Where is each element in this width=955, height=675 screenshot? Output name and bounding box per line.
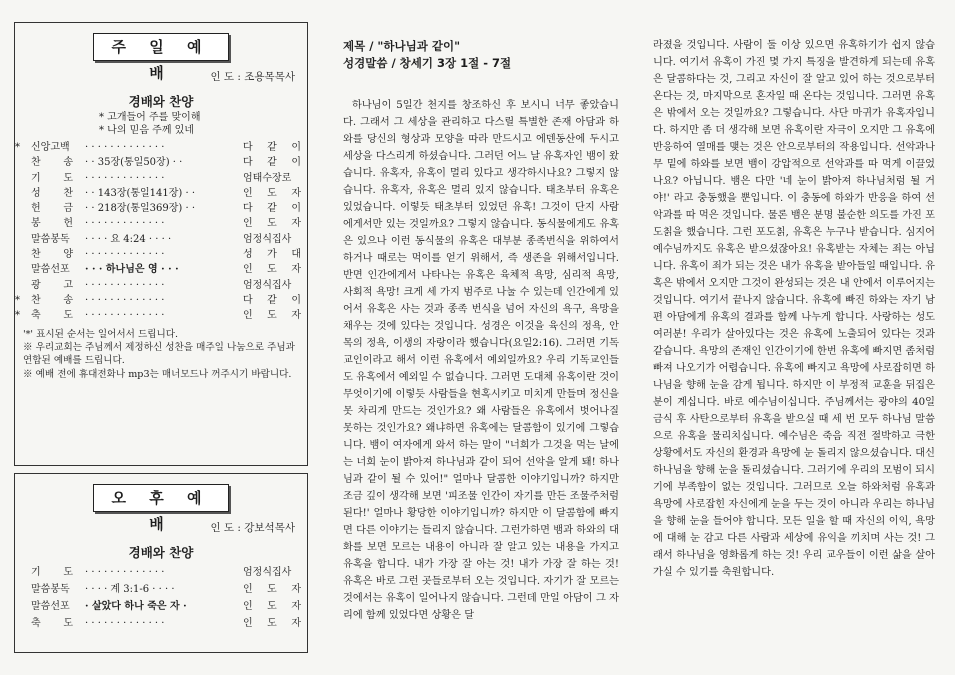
afternoon-order-list xyxy=(15,564,307,632)
order-content: · · · · · · · · · · · · · xyxy=(85,618,165,629)
order-content: · · · · · · · · · · · · · xyxy=(85,249,165,261)
note-standing: '*' 표시된 순서는 일어서서 드립니다. xyxy=(23,328,179,340)
order-label: 찬 양 xyxy=(31,249,73,261)
order-row xyxy=(15,293,307,308)
sunday-order-list xyxy=(15,140,307,324)
order-row xyxy=(15,171,307,186)
order-person: 엄태수장로 xyxy=(243,172,292,184)
order-person: 인 도 자 xyxy=(243,218,301,230)
order-label: 말씀선포 xyxy=(31,264,70,276)
order-content: · · · · · · · · · · · · · xyxy=(85,567,165,578)
order-row xyxy=(15,615,307,632)
sunday-officiant: 인 도 : 조용목목사 xyxy=(210,71,295,83)
standing-mark xyxy=(15,155,27,170)
order-content: · · 35장(통일50장) · · xyxy=(85,157,183,169)
order-content: · · · 하나님은 영 · · · xyxy=(85,264,179,276)
sermon-body-part2: 라졌을 것입니다. 사람이 둘 이상 있으면 유혹하기가 쉽지 않습니다. 여기서 유혹이 가진 몇 가지 특징을 발견하게 되는데 유혹은 달콤하다는 것, 그리고 자신이 잘 알고 있어 하는 것으로부터 온다는 것, 마지막으로 혼자일 때 온다는 것입니다. 그러면 유혹은 밖에서 오는 것일까요? 그렇습니다. 사단 마귀가 유혹자입니다. 하지만 좀 더 생각해 보면 유혹이란 자극이 오지만 그 유혹에 반응하여 열매를 맺는 것은 안으로부터의 작용입니다. 선악과나무 밑에 하와를 보면 뱀이 강압적으로 선악과를 따 먹게 이끌었나요? 아닙니다. 뱀은 다만 '네 눈이 밝아져 하나님처럼 될 거야!' 라고 충동했을 뿐입니다. 이 충동에 하와가 반응을 하여 선악과를 따 먹은 것입니다. 물론 뱀은 분명 불순한 의도를 가진 포도칡을 했습니다. 그런 포도칡, 유혹은 누구나 받습니다. 심지어 예수님까지도 유혹은 받으셨잖아요! 유혹받는 자체는 죄는 아닙니다. 유혹이 죄가 되는 것은 내가 유혹을 받아들일 때입니다. 유혹은 밖에서 오지만 그것이 완성되는 것은 내 안에서 이루어지는 것입니다. 여기서 끝나지 않습니다. 유혹에 빠진 하와는 자기 남편 아담에게 유혹의 결과를 함께 나누게 합니다. 사랑하는 성도 여러분! 우리가 살아있다는 것은 유혹에 노출되어 있다는 것과 같습니다. 욕망의 존재인 인간이기에 한번 유혹에 빠지면 좀처럼 빠져 나오기가 어렵습니다. 유혹에 빠지고 욕망에 사로잡히면 하나님을 향해 눈을 감게 됩니다. 하지만 이 부정적 교훈을 뒤집은 분이 계십니다. 바로 예수님이십니다. 주님께서는 광야의 40일 금식 후 사탄으로부터 유혹을 받으실 때 세 번 모두 하나님 말씀으로 유혹을 물리치십니다. 예수님은 죽음 직전 절박하고 극한 상황에서도 자신의 환경과 욕망에 눈 돌리지 않으셨습니다. 대신 하나님을 향해 눈을 돌리셨습니다. 그러기에 우리의 모범이 되시기에 부족함이 없는 것입니다. 그러므로 오늘 하와처럼 유혹과 욕망에 사로잡힌 자신에게 눈을 두는 것이 아니라 우리는 하나님을 향해 눈을 들어야 합니다. 모든 일을 할 때 자신의 이익, 욕망에 대해 눈 감고 다른 사람과 세상에 유익을 끼치며 사는 것! 그래서 하나님을 영화롭게 하는 것! 우리 교우들이 이런 삶을 살아가실 수 있기를 축원합니다. xyxy=(653,40,935,578)
standing-mark xyxy=(15,278,27,293)
order-content: · · · · 요 4:24 · · · · xyxy=(85,233,172,245)
standing-mark xyxy=(15,232,27,247)
order-person: 다 같 이 xyxy=(243,203,301,215)
order-row xyxy=(15,201,307,216)
standing-mark xyxy=(15,564,27,581)
order-content: · 살았다 하나 죽은 자 · xyxy=(85,601,187,612)
order-row xyxy=(15,308,307,323)
order-row xyxy=(15,564,307,581)
order-label: 말씀봉독 xyxy=(31,584,70,595)
service-notes xyxy=(15,328,307,382)
sermon-column-2 xyxy=(653,22,935,581)
order-label: 축 도 xyxy=(31,618,73,629)
standing-mark xyxy=(15,598,27,615)
order-row xyxy=(15,140,307,155)
order-label: 봉 헌 xyxy=(31,218,73,230)
order-content: · · · · · · · · · · · · · xyxy=(85,142,165,153)
order-row xyxy=(15,278,307,293)
order-content: · · · · · · · · · · · · · xyxy=(85,279,165,291)
order-label: 축 도 xyxy=(31,310,73,322)
order-person: 엄정식집사 xyxy=(243,567,292,578)
order-label: 기 도 xyxy=(31,567,73,578)
order-content: · · · · · · · · · · · · · xyxy=(85,172,165,184)
standing-mark xyxy=(15,201,27,216)
standing-mark: * xyxy=(15,310,20,322)
order-person: 인 도 자 xyxy=(243,601,301,612)
afternoon-service-box xyxy=(14,473,308,653)
order-row xyxy=(15,216,307,231)
order-person: 다 같 이 xyxy=(243,294,301,306)
standing-mark xyxy=(15,216,27,231)
order-row xyxy=(15,581,307,598)
standing-mark: * xyxy=(15,294,20,306)
order-row xyxy=(15,186,307,201)
order-label: 말씀봉독 xyxy=(31,233,70,245)
order-row xyxy=(15,232,307,247)
worship-order-column xyxy=(14,22,308,653)
order-person: 다 같 이 xyxy=(243,142,301,153)
order-person: 인 도 자 xyxy=(243,310,301,322)
order-person: 인 도 자 xyxy=(243,187,301,199)
praise-song: * 나의 믿음 주께 있네 xyxy=(99,125,194,136)
order-label: 성 찬 xyxy=(31,187,73,199)
order-label: 기 도 xyxy=(31,172,73,184)
order-label: 말씀선포 xyxy=(31,601,70,612)
order-row xyxy=(15,262,307,277)
standing-mark xyxy=(15,615,27,632)
afternoon-service-title: 오 후 예 배 xyxy=(93,484,229,512)
praise-song: * 고개들어 주를 맞이해 xyxy=(99,112,201,123)
afternoon-officiant: 인 도 : 강보석목사 xyxy=(210,522,295,534)
order-person: 성 가 대 xyxy=(243,249,301,261)
order-label: 광 고 xyxy=(31,279,73,291)
standing-mark xyxy=(15,186,27,201)
order-person: 인 도 자 xyxy=(243,584,301,595)
order-label: 헌 금 xyxy=(31,203,73,215)
note-communion: ※ 우리교회는 주님께서 제정하신 성찬을 매주일 나눔으로 주님과 연합된 예배를 드립니다. xyxy=(23,341,295,367)
standing-mark xyxy=(15,262,27,277)
afternoon-praise-heading: 경배와 찬양 xyxy=(128,545,194,560)
order-label: 찬 송 xyxy=(31,157,73,169)
order-person: 엄정식집사 xyxy=(243,279,292,291)
praise-song-list xyxy=(15,111,307,137)
order-content: · · · · · · · · · · · · · xyxy=(85,310,165,322)
order-row xyxy=(15,598,307,615)
sermon-column-1 xyxy=(343,22,619,624)
order-person: 인 도 자 xyxy=(243,264,301,276)
order-content: · · · · · · · · · · · · · xyxy=(85,294,165,306)
standing-mark xyxy=(15,247,27,262)
standing-mark xyxy=(15,581,27,598)
sermon-scripture: 성경말씀 / 창세기 3장 1절 - 7절 xyxy=(343,56,512,70)
standing-mark xyxy=(15,171,27,186)
order-person: 다 같 이 xyxy=(243,157,301,169)
sunday-service-box xyxy=(14,22,308,466)
order-content: · · · · · · · · · · · · · xyxy=(85,218,165,230)
order-content: · · 218장(통일369장) · · xyxy=(85,203,196,215)
order-label: 찬 송 xyxy=(31,294,73,306)
sunday-praise-heading: 경배와 찬양 xyxy=(128,94,194,109)
order-row xyxy=(15,247,307,262)
note-phones: ※ 예배 전에 휴대전화나 mp3는 매너모드나 꺼주시기 바랍니다. xyxy=(23,368,292,380)
sermon-body-part1: 하나님이 5일간 천지를 창조하신 후 보시니 너무 좋았습니다. 그래서 그 세상을 관리하고 다스릴 특별한 존재 아담과 하와를 당신의 형상과 모양을 따라 만드시고 에덴동산에 두시고 세상을 다스리게 하셨습니다. 그러던 어느 날 유혹자인 뱀이 왔습니다. 유혹자, 유혹이 멀리 있다고 생각하시나요? 그렇지 않습니다. 유혹자, 유혹은 멀리 있지 않습니다. 태초부터 유혹은 있었습니다. 이렇듯 태초부터 있었던 유혹! 그것이 단지 사람에게서만 있는 것일까요? 그렇지 않습니다. 동식물에게도 유혹은 있으나 이런 동식물의 유혹은 대부분 종족번식을 위하여서 하거나 때로는 먹이를 얻기 위해서, 즉 생존을 위해서입니다. 반면 인간에게서 나타나는 유혹은 육체적 욕망, 심리적 욕망, 사회적 욕망! 크게 세 가지 범주로 나눌 수 있는데 인간에게 있어서 유혹은 사는 것과 종족 번식을 넘어 자신의 욕구, 욕망을 채우는 것에 있다는 것입니다. 성경은 이것을 육신의 정욕, 안목의 정욕, 이생의 자랑이라 했습니다(요일2:16). 그러면 기독교인이라고 해서 이런 유혹에서 예외일까요? 우리 기독교인들도 유혹에서 예외일 수 없습니다. 그러면 도대체 유혹이란 것이 무엇이기에 이렇듯 사람들을 현혹시키고 미치게 만들며 정신을 못 차리게 만드는 것인가요? 왜 사람들은 유혹에서 벗어나질 못하는 것인가요? 왜냐하면 유혹에는 달콤함이 있기에 그렇습니다. 뱀이 여자에게 와서 하는 말이 "너희가 그것을 먹는 날에는 너희 눈이 밝아져 하나님과 같이 되어 선악을 알게 돼! 하나님과 같이 될 수 있어!" 얼마나 달콤한 이야기입니까? 하지만 조금 깊이 생각해 보면 '피조물 인간이 자기를 만든 조물주처럼 된다!' 얼마나 황당한 이야기입니까? 하지만 이 달콤함에 빠지면 다른 이야기는 들리지 않습니다. 그런가하면 뱀과 하와의 대화를 보면 모르는 내용이 아니라 잘 알고 있는 내용을 가지고 유혹을 합니다. 내가 가장 잘 아는 것! 내가 가장 잘 하는 것! 유혹은 바로 그런 곳들로부터 오는 것입니다. 자기가 잘 모르는 것에서는 유혹이 일어나지 않습니다. 그런데 만일 아담이 그 자리에 함께 있었다면 상황은 달 xyxy=(343,100,619,621)
sermon-title: 제목 / "하나님과 같이" xyxy=(343,39,461,53)
order-content: · · 143장(통일141장) · · xyxy=(85,187,196,199)
standing-mark: * xyxy=(15,142,20,153)
order-person: 엄정식집사 xyxy=(243,233,292,245)
order-content: · · · · 계 3:1-6 · · · · xyxy=(85,584,175,595)
order-row xyxy=(15,155,307,170)
order-person: 인 도 자 xyxy=(243,618,301,629)
sunday-service-title: 주 일 예 배 xyxy=(93,33,229,61)
order-label: 신앙고백 xyxy=(31,142,70,153)
